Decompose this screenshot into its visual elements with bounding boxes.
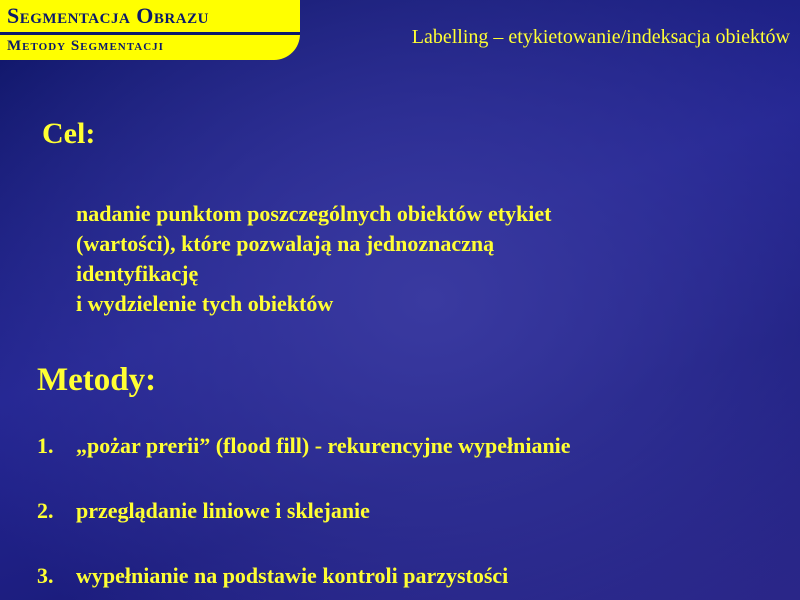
goal-line: nadanie punktom poszczególnych obiektów etykiet <box>76 201 552 226</box>
method-item <box>37 561 508 591</box>
method-item <box>37 431 571 461</box>
goal-description <box>76 199 716 319</box>
method-text: „pożar prerii” (flood fill) - rekurencyjne wypełnianie <box>76 433 571 458</box>
method-text: wypełnianie na podstawie kontroli parzystości <box>76 563 509 588</box>
header-badge <box>0 0 300 60</box>
method-text: przeglądanie liniowe i sklejanie <box>76 498 370 523</box>
method-number: 2. <box>37 498 54 523</box>
course-subtitle: Metody Segmentacji <box>7 38 164 54</box>
method-number: 1. <box>37 433 54 458</box>
method-number: 3. <box>37 563 54 588</box>
method-item <box>37 496 370 526</box>
goal-line: i wydzielenie tych obiektów <box>76 291 334 316</box>
goal-line: (wartości), które pozwalają na jednoznaczną <box>76 231 495 256</box>
course-title: Segmentacja Obrazu <box>7 3 209 28</box>
goal-heading: Cel: <box>42 117 96 150</box>
goal-line: identyfikację <box>76 261 199 286</box>
methods-heading: Metody: <box>37 362 157 398</box>
slide-topic: Labelling – etykietowanie/indeksacja obiektów <box>411 26 790 48</box>
